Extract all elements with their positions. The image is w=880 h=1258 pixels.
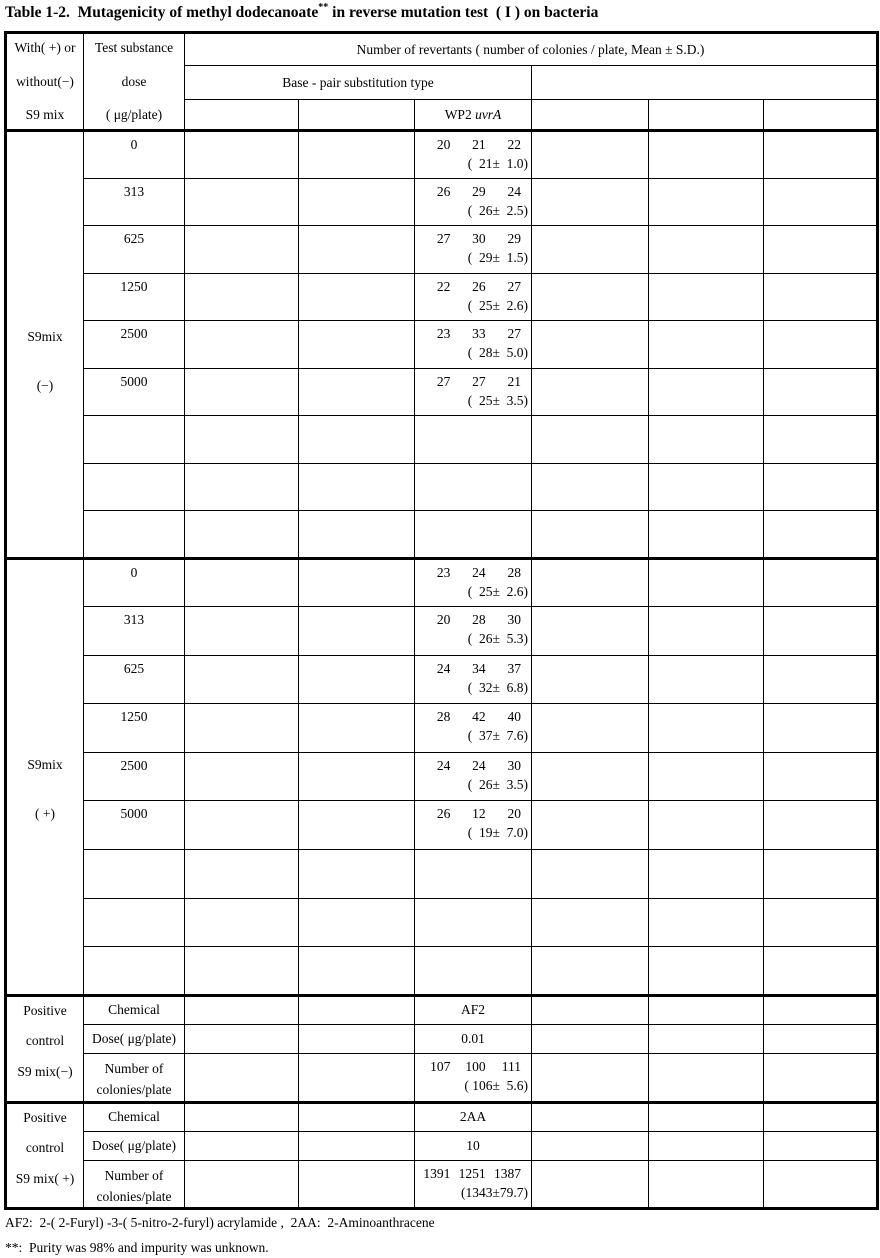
empty-cell <box>764 178 878 226</box>
empty-cell <box>185 1024 299 1053</box>
plate-counts: 27 27 21 <box>436 373 521 389</box>
s9-minus-label-cell <box>6 131 84 559</box>
empty-cell <box>764 898 878 947</box>
empty-cell <box>764 801 878 850</box>
empty-cell <box>299 655 415 704</box>
dose-cell: 1250 <box>84 704 185 753</box>
empty-cell <box>764 321 878 369</box>
dose-cell: 0 <box>84 558 185 607</box>
empty-cell <box>649 1160 764 1208</box>
dose-row-label: Dose( μg/plate) <box>84 1131 185 1160</box>
empty-cell <box>764 947 878 996</box>
empty-cell <box>649 1053 764 1102</box>
table-row <box>6 273 878 321</box>
empty-cell <box>764 752 878 801</box>
empty-cell <box>299 1160 415 1208</box>
empty-cell <box>532 607 649 656</box>
empty-cell <box>649 1131 764 1160</box>
empty-cell <box>532 178 649 226</box>
empty-cell <box>532 558 649 607</box>
footnote-purity: **: Purity was 98% and impurity was unknown. <box>5 1240 269 1255</box>
empty-cell <box>532 752 649 801</box>
dose-cell: 625 <box>84 226 185 274</box>
table-row <box>6 607 878 656</box>
s9-plus-sign: ( +) <box>35 805 55 821</box>
empty-cell <box>299 801 415 850</box>
dose-cell: 2500 <box>84 321 185 369</box>
empty-cell <box>299 898 415 947</box>
title-superscript: ** <box>318 2 329 13</box>
plate-counts: 26 29 24 <box>436 183 521 199</box>
dose-cell: 5000 <box>84 368 185 416</box>
empty-cell <box>649 558 764 607</box>
header-dose-line1: Test substance <box>94 40 174 55</box>
empty-cell <box>415 416 532 464</box>
empty-cell <box>299 1024 415 1053</box>
empty-cell <box>764 100 878 131</box>
empty-cell <box>764 1053 878 1102</box>
empty-cell <box>649 752 764 801</box>
empty-cell <box>299 368 415 416</box>
empty-cell <box>185 416 299 464</box>
empty-cell <box>532 100 649 131</box>
empty-cell <box>649 1102 764 1131</box>
dose-cell: 5000 <box>84 801 185 850</box>
mutagenicity-results-table <box>4 31 879 1210</box>
empty-cell <box>649 607 764 656</box>
empty-cell <box>532 511 649 559</box>
empty-cell <box>764 1024 878 1053</box>
empty-cell <box>185 995 299 1024</box>
empty-cell <box>415 898 532 947</box>
empty-cell <box>649 655 764 704</box>
wp2uvra-result-cell <box>415 178 532 226</box>
plate-counts: 20 21 22 <box>436 137 521 152</box>
positive-control-minus-label-cell <box>6 995 84 1102</box>
empty-cell <box>299 1131 415 1160</box>
plate-counts: 107 100 111 <box>430 1058 521 1074</box>
empty-cell <box>84 463 185 511</box>
empty-cell <box>185 655 299 704</box>
empty-cell <box>185 1160 299 1208</box>
empty-cell <box>532 655 649 704</box>
header-dose-column <box>84 33 185 131</box>
empty-cell <box>764 655 878 704</box>
wp2uvra-result-cell <box>415 1160 532 1208</box>
table-row <box>6 850 878 899</box>
empty-cell <box>532 995 649 1024</box>
plate-counts: 20 28 30 <box>436 612 521 628</box>
empty-cell <box>532 463 649 511</box>
empty-cell <box>185 1102 299 1131</box>
dose-cell: 313 <box>84 178 185 226</box>
colonies-row-label: Number of colonies/plate <box>84 1053 185 1102</box>
wp2uvra-result-cell <box>415 131 532 179</box>
wp2uvra-result-cell <box>415 226 532 274</box>
empty-cell <box>764 463 878 511</box>
empty-cell <box>532 1053 649 1102</box>
empty-cell <box>185 947 299 996</box>
plate-counts: 24 34 37 <box>436 660 521 676</box>
empty-cell <box>532 850 649 899</box>
pc-label-line: Positive <box>23 1002 67 1018</box>
empty-cell <box>299 752 415 801</box>
table-row <box>6 1160 878 1208</box>
empty-cell <box>649 368 764 416</box>
empty-cell <box>764 995 878 1024</box>
empty-cell <box>299 226 415 274</box>
empty-cell <box>299 704 415 753</box>
chemical-row-label: Chemical <box>84 995 185 1024</box>
plate-counts: 28 42 40 <box>436 709 521 725</box>
mean-sd: ( 26± 5.3) <box>467 631 528 647</box>
empty-cell <box>299 511 415 559</box>
empty-cell <box>649 131 764 179</box>
empty-cell <box>764 1160 878 1208</box>
wp2uvra-result-cell <box>415 558 532 607</box>
empty-cell <box>185 1131 299 1160</box>
empty-cell <box>84 416 185 464</box>
wp2uvra-result-cell <box>415 801 532 850</box>
mean-sd: (1343±79.7) <box>460 1184 528 1200</box>
dose-cell: 1250 <box>84 273 185 321</box>
empty-cell <box>185 273 299 321</box>
empty-cell <box>299 850 415 899</box>
empty-cell <box>649 416 764 464</box>
empty-cell <box>649 226 764 274</box>
empty-cell <box>532 1102 649 1131</box>
footnote-abbreviations: AF2: 2-( 2-Furyl) -3-( 5-nitro-2-furyl) acrylamide , 2AA: 2-Aminoanthracene <box>5 1215 435 1230</box>
empty-cell <box>299 947 415 996</box>
plate-counts: 1391 1251 1387 <box>423 1165 521 1181</box>
header-s9-line3: S9 mix <box>25 107 65 122</box>
table-row <box>6 416 878 464</box>
empty-cell <box>532 368 649 416</box>
empty-cell <box>649 850 764 899</box>
empty-cell <box>185 131 299 179</box>
empty-cell <box>185 511 299 559</box>
empty-cell <box>649 511 764 559</box>
table-row <box>6 1024 878 1053</box>
header-dose-line2: dose <box>121 73 147 89</box>
empty-cell <box>185 704 299 753</box>
empty-cell <box>299 607 415 656</box>
empty-cell <box>532 416 649 464</box>
empty-cell <box>764 131 878 179</box>
empty-cell <box>185 850 299 899</box>
empty-cell <box>764 704 878 753</box>
dose-cell: 2500 <box>84 752 185 801</box>
empty-cell <box>299 463 415 511</box>
mean-sd: ( 26± 2.5) <box>467 202 528 218</box>
empty-cell <box>299 100 415 131</box>
pc-label-line: S9 mix(−) <box>17 1063 73 1079</box>
table-row <box>6 463 878 511</box>
s9-plus-label-cell <box>6 558 84 995</box>
pc-label-line: control <box>25 1032 65 1048</box>
wp2uvra-result-cell <box>415 1053 532 1102</box>
table-row <box>6 511 878 559</box>
empty-cell <box>532 131 649 179</box>
empty-cell <box>185 898 299 947</box>
empty-cell <box>532 273 649 321</box>
empty-cell <box>415 511 532 559</box>
header-revertants: Number of revertants ( number of colonies / plate, Mean ± S.D.) <box>185 33 878 66</box>
empty-cell <box>84 898 185 947</box>
table-row <box>6 752 878 801</box>
empty-cell <box>532 1160 649 1208</box>
mean-sd: ( 25± 3.5) <box>467 392 528 408</box>
table-row <box>6 1102 878 1131</box>
empty-cell <box>532 801 649 850</box>
positive-control-plus-label-cell <box>6 1102 84 1208</box>
plate-counts: 23 24 28 <box>436 564 521 580</box>
title-suffix: in reverse mutation test ( I ) on bacteria <box>328 4 599 22</box>
header-s9-line1: With( +) or <box>14 40 76 55</box>
empty-cell <box>185 1053 299 1102</box>
title-main: Mutagenicity of methyl dodecanoate <box>77 4 319 22</box>
empty-cell <box>649 178 764 226</box>
mean-sd: ( 28± 5.0) <box>467 345 528 360</box>
header-s9-line2: without(−) <box>16 73 74 89</box>
empty-cell <box>649 801 764 850</box>
header-s9-mix-column <box>6 33 84 131</box>
empty-cell <box>764 1131 878 1160</box>
empty-cell <box>299 1053 415 1102</box>
mean-sd: ( 19± 7.0) <box>467 825 528 841</box>
empty-cell <box>764 368 878 416</box>
plate-counts: 24 24 30 <box>436 757 521 773</box>
mean-sd: ( 37± 7.6) <box>467 728 528 744</box>
table-row <box>6 131 878 179</box>
mean-sd: ( 21± 1.0) <box>467 156 528 171</box>
empty-cell <box>299 995 415 1024</box>
table-row <box>6 995 878 1024</box>
empty-cell <box>649 704 764 753</box>
wp2uvra-result-cell <box>415 607 532 656</box>
empty-cell <box>764 850 878 899</box>
table-row <box>6 558 878 607</box>
dose-row-label: Dose( μg/plate) <box>84 1024 185 1053</box>
empty-cell <box>299 321 415 369</box>
table-title <box>5 3 598 22</box>
empty-cell <box>649 995 764 1024</box>
header-base-pair-type: Base - pair substitution type <box>185 66 532 100</box>
chemical-row-label: Chemical <box>84 1102 185 1131</box>
mean-sd: ( 26± 3.5) <box>467 776 528 792</box>
pc-label-line: control <box>25 1139 65 1155</box>
empty-cell <box>185 368 299 416</box>
empty-cell <box>185 607 299 656</box>
wp2uvra-result-cell <box>415 368 532 416</box>
table-row <box>6 801 878 850</box>
table-row <box>6 226 878 274</box>
table-row <box>6 898 878 947</box>
empty-cell <box>649 1024 764 1053</box>
empty-cell <box>299 1102 415 1131</box>
empty-cell <box>185 558 299 607</box>
empty-cell <box>532 226 649 274</box>
empty-cell <box>649 947 764 996</box>
dose-value: 0.01 <box>415 1024 532 1053</box>
table-row <box>6 178 878 226</box>
empty-cell <box>84 850 185 899</box>
empty-cell <box>649 463 764 511</box>
wp2uvra-result-cell <box>415 273 532 321</box>
empty-cell <box>532 321 649 369</box>
table-row <box>6 368 878 416</box>
table-row <box>6 655 878 704</box>
empty-cell <box>185 178 299 226</box>
empty-cell <box>185 463 299 511</box>
empty-cell <box>764 511 878 559</box>
empty-cell <box>649 273 764 321</box>
wp2uvra-result-cell <box>415 321 532 369</box>
s9-plus-label: S9mix <box>27 756 63 772</box>
plate-counts: 22 26 27 <box>436 278 521 294</box>
empty-cell <box>649 898 764 947</box>
empty-cell <box>185 801 299 850</box>
header-strain-wp2-uvra <box>415 100 532 131</box>
table-row <box>6 321 878 369</box>
empty-cell <box>185 321 299 369</box>
empty-cell <box>532 1024 649 1053</box>
empty-cell <box>299 273 415 321</box>
plate-counts: 27 30 29 <box>436 231 521 246</box>
empty-cell <box>299 131 415 179</box>
plate-counts: 26 12 20 <box>436 806 521 822</box>
empty-cell <box>185 100 299 131</box>
empty-cell <box>764 558 878 607</box>
mean-sd: ( 25± 2.6) <box>467 583 528 599</box>
table-row <box>6 947 878 996</box>
table-row <box>6 704 878 753</box>
empty-cell <box>649 321 764 369</box>
dose-value: 10 <box>415 1131 532 1160</box>
table-row <box>6 1053 878 1102</box>
empty-cell <box>532 704 649 753</box>
colonies-row-label: Number of colonies/plate <box>84 1160 185 1208</box>
empty-cell <box>299 416 415 464</box>
mean-sd: ( 29± 1.5) <box>467 250 528 265</box>
empty-cell <box>299 558 415 607</box>
s9-minus-label: S9mix <box>27 329 63 344</box>
empty-cell <box>764 416 878 464</box>
empty-cell <box>415 947 532 996</box>
plate-counts: 23 33 27 <box>436 326 521 341</box>
mean-sd: ( 106± 5.6) <box>464 1077 528 1093</box>
dose-cell: 625 <box>84 655 185 704</box>
chemical-value: AF2 <box>415 995 532 1024</box>
s9-minus-sign: (−) <box>36 378 54 393</box>
table-row <box>6 1131 878 1160</box>
chemical-value: 2AA <box>415 1102 532 1131</box>
wp2uvra-result-cell <box>415 655 532 704</box>
mean-sd: ( 32± 6.8) <box>467 679 528 695</box>
dose-cell: 313 <box>84 607 185 656</box>
pc-label-line: Positive <box>23 1109 67 1125</box>
pc-label-line: S9 mix( +) <box>15 1170 75 1186</box>
empty-cell <box>764 226 878 274</box>
strain-name: WP2 <box>444 106 476 122</box>
title-prefix: Table 1-2. <box>5 4 78 22</box>
empty-cell <box>185 752 299 801</box>
empty-cell <box>532 947 649 996</box>
empty-cell <box>532 898 649 947</box>
empty-cell <box>764 607 878 656</box>
wp2uvra-result-cell <box>415 704 532 753</box>
empty-cell <box>415 850 532 899</box>
header-right-span-blank <box>532 66 878 100</box>
empty-cell <box>764 1102 878 1131</box>
empty-cell <box>649 100 764 131</box>
empty-cell <box>764 273 878 321</box>
empty-cell <box>532 1131 649 1160</box>
dose-cell: 0 <box>84 131 185 179</box>
empty-cell <box>84 511 185 559</box>
empty-cell <box>84 947 185 996</box>
empty-cell <box>415 463 532 511</box>
wp2uvra-result-cell <box>415 752 532 801</box>
empty-cell <box>185 226 299 274</box>
empty-cell <box>299 178 415 226</box>
strain-gene-italic: uvrA <box>475 106 502 122</box>
mean-sd: ( 25± 2.6) <box>467 297 528 313</box>
header-dose-line3: ( μg/plate) <box>105 107 163 122</box>
